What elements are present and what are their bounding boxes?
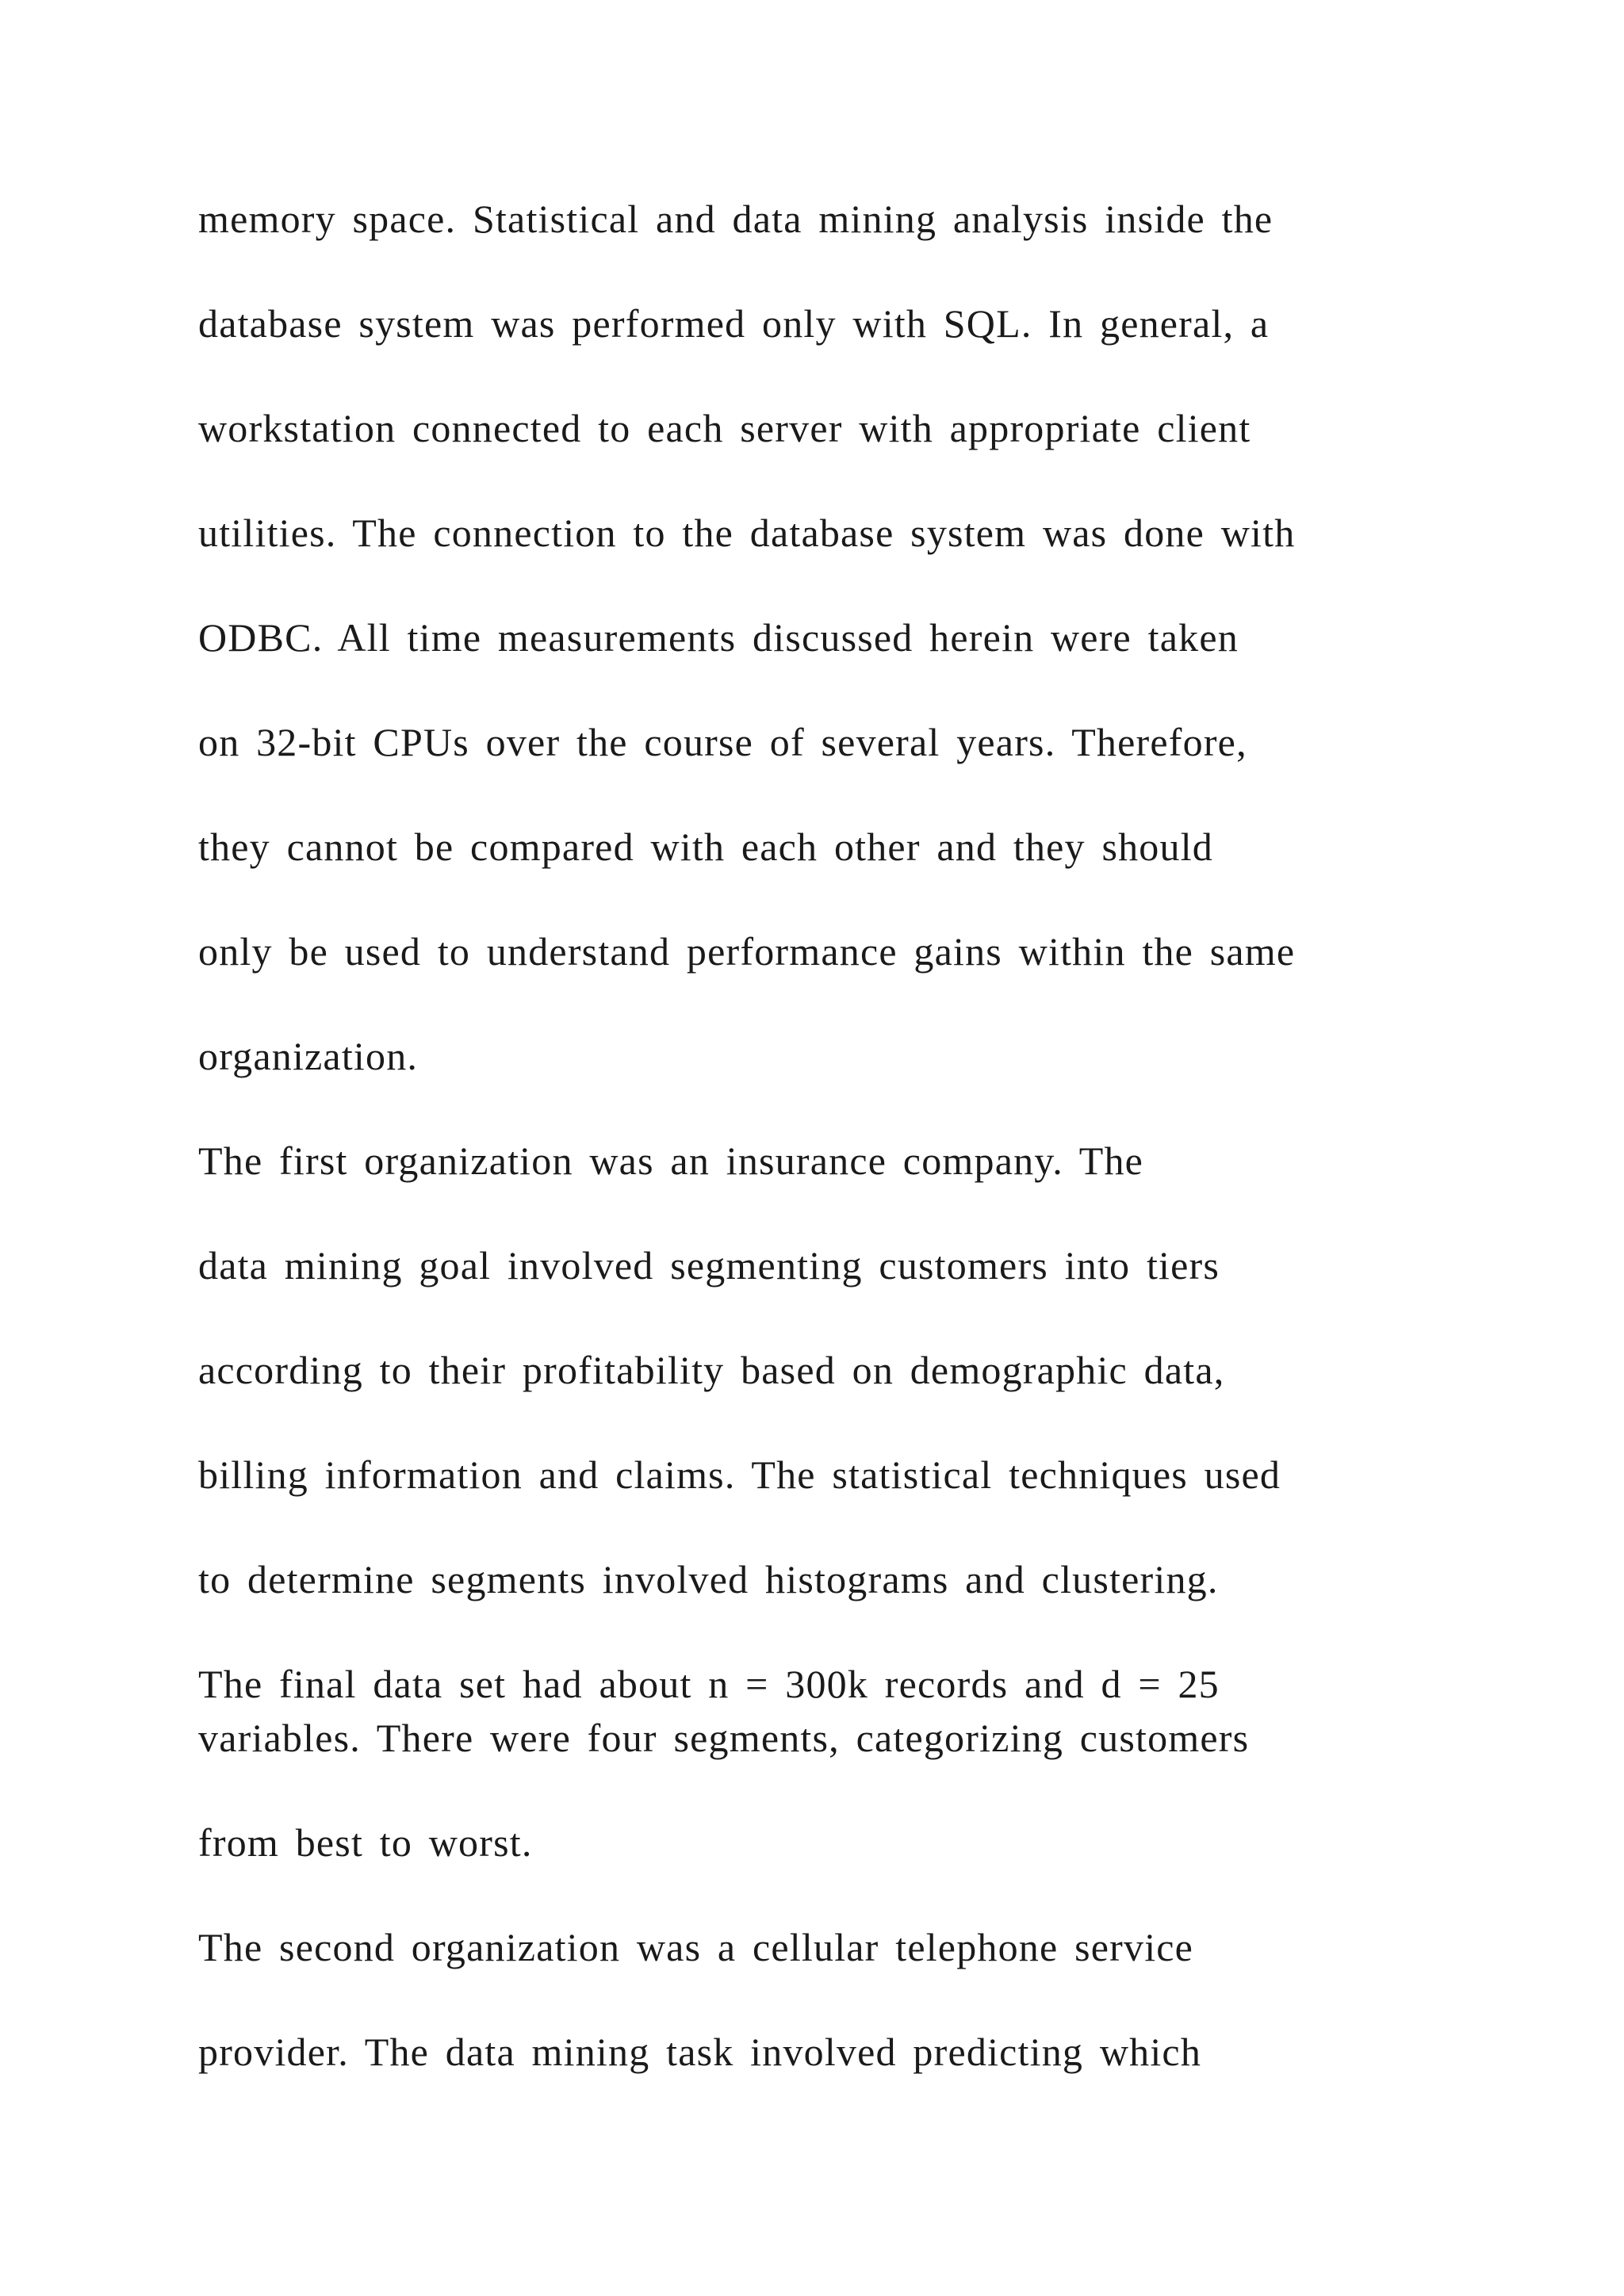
text-line: on 32-bit CPUs over the course of several years. Therefore,	[198, 720, 1247, 764]
text-line: according to their profitability based on demographic data,	[198, 1348, 1225, 1392]
text-line: data mining goal involved segmenting customers into tiers	[198, 1243, 1220, 1288]
text-line: database system was performed only with SQL. In general, a	[198, 301, 1270, 346]
text-line: from best to worst.	[198, 1820, 533, 1865]
text-line: utilities. The connection to the database system was done with	[198, 511, 1296, 555]
text-line: only be used to understand performance gains within the same	[198, 929, 1296, 974]
text-line: memory space. Statistical and data mining analysis inside the	[198, 197, 1274, 241]
text-line: billing information and claims. The statistical techniques used	[198, 1452, 1281, 1497]
text-line: they cannot be compared with each other and they should	[198, 825, 1214, 869]
text-line: The first organization was an insurance company. The	[198, 1138, 1144, 1183]
text-line: organization.	[198, 1034, 419, 1078]
text-line: variables. There were four segments, categorizing customers	[198, 1716, 1250, 1760]
text-line: to determine segments involved histograms and clustering.	[198, 1557, 1219, 1601]
text-line: ODBC. All time measurements discussed herein were taken	[198, 615, 1239, 660]
text-line: The final data set had about n = 300k records and d = 25	[198, 1662, 1220, 1706]
text-line: The second organization was a cellular telephone service	[198, 1925, 1194, 1969]
text-line: workstation connected to each server with appropriate client	[198, 406, 1251, 450]
text-line: provider. The data mining task involved predicting which	[198, 2030, 1202, 2074]
